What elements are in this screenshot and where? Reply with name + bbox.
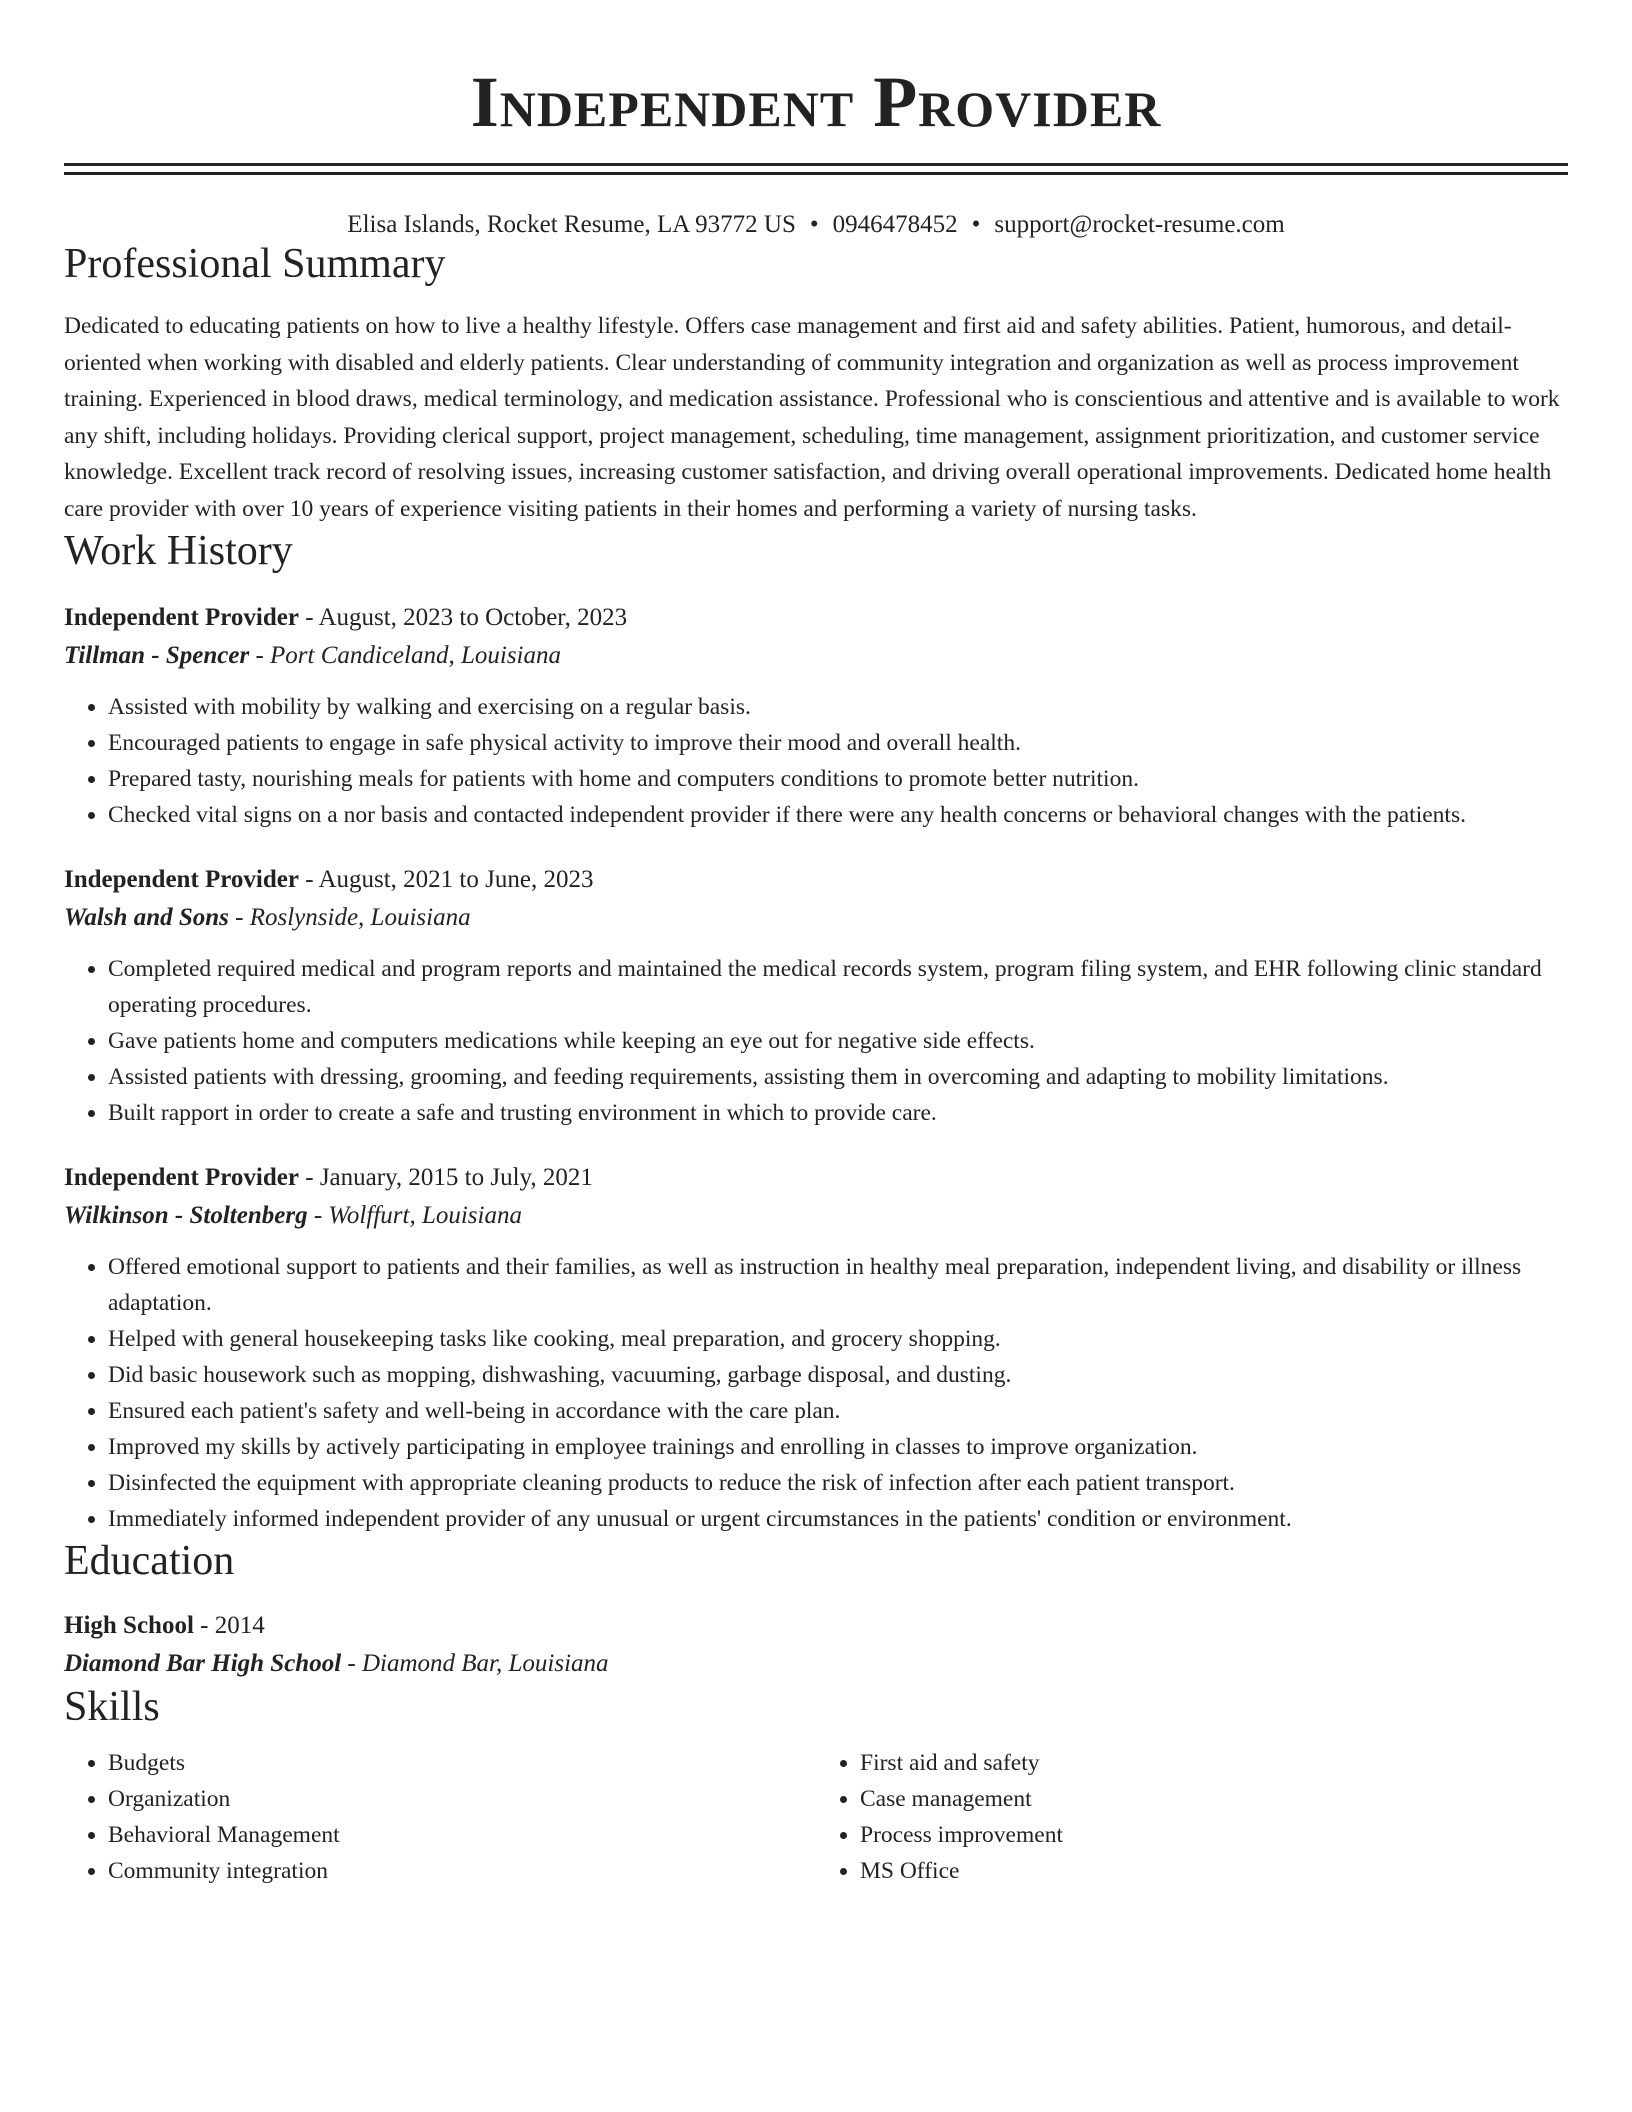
contact-email: support@rocket-resume.com (994, 211, 1285, 238)
job-duty-item: • Assisted patients with dressing, grooming, and feeding requirements, assisting them in overcoming and adapting to mobility limitations. (108, 1059, 1568, 1095)
job-dates: January, 2015 to July, 2021 (319, 1164, 593, 1191)
job-duty-item: • Did basic housework such as mopping, dishwashing, vacuuming, garbage disposal, and dusting. (108, 1357, 1568, 1393)
contact-phone: 0946478452 (832, 211, 958, 238)
work-history-section-title: Work History (64, 528, 293, 574)
job-duty-item: • Helped with general housekeeping tasks like cooking, meal preparation, and grocery shopping. (108, 1321, 1568, 1357)
skill-item: • Organization (108, 1781, 816, 1817)
job-title-line (64, 599, 1568, 637)
job-duty-item: • Disinfected the equipment with appropriate cleaning products to reduce the risk of infection after each patient transport. (108, 1465, 1568, 1501)
summary-section-title: Professional Summary (64, 241, 446, 287)
contact-separator: • (971, 211, 981, 238)
job-title-line (64, 861, 1568, 899)
job-duty-item: • Offered emotional support to patients and their families, as well as instruction in healthy meal preparation, independent living, and disability or illness adaptation. (108, 1249, 1568, 1321)
job-duty-item: • Improved my skills by actively participating in employee trainings and enrolling in classes to improve organization. (108, 1429, 1568, 1465)
job-dates: August, 2021 to June, 2023 (318, 866, 594, 893)
education-entry (64, 1607, 1568, 1683)
skills-section-title: Skills (64, 1684, 160, 1730)
education-dash: - (193, 1612, 215, 1639)
header-rule-top (64, 163, 1568, 166)
job-entry (64, 1159, 1568, 1537)
skill-item: • Process improvement (860, 1817, 1568, 1853)
job-duty-item: • Checked vital signs on a nor basis and contacted independent provider if there were any health concerns or behavioral changes with the patients. (108, 797, 1568, 833)
job-location: Roslynside, Louisiana (249, 904, 471, 931)
job-duties-list (64, 951, 1568, 1131)
education-degree-line (64, 1607, 1568, 1645)
job-duty-item: • Gave patients home and computers medications while keeping an eye out for negative side effects. (108, 1023, 1568, 1059)
job-dash: - (298, 604, 319, 631)
skill-item: • Behavioral Management (108, 1817, 816, 1853)
job-location: Port Candiceland, Louisiana (270, 642, 561, 669)
education-dash: - (341, 1650, 362, 1677)
skill-item: • Community integration (108, 1853, 816, 1889)
job-role: Independent Provider (64, 1164, 299, 1191)
job-title-line (64, 1159, 1568, 1197)
job-dash: - (249, 642, 271, 669)
job-dash: - (298, 866, 319, 893)
education-degree: High School (64, 1612, 194, 1639)
contact-separator: • (809, 211, 819, 238)
skill-item: • First aid and safety (860, 1745, 1568, 1781)
job-duty-item: • Encouraged patients to engage in safe physical activity to improve their mood and overall health. (108, 725, 1568, 761)
education-school: Diamond Bar High School (64, 1650, 342, 1677)
education-school-line (64, 1645, 1568, 1683)
job-dash: - (228, 904, 250, 931)
resume-name-heading: Independent Provider (470, 62, 1162, 142)
job-company-line (64, 899, 1568, 937)
education-location: Diamond Bar, Louisiana (361, 1650, 609, 1677)
skills-list-right (816, 1745, 1568, 1889)
job-duty-item: • Completed required medical and program reports and maintained the medical records system, program filing system, and EHR following clinic standard operating procedures. (108, 951, 1568, 1023)
job-duties-list (64, 689, 1568, 833)
summary-paragraph: Dedicated to educating patients on how to live a healthy lifestyle. Offers case management and first aid and safety abilities. Patient, humorous, and detail-oriented when working with disabled and elderly patients. Clear understanding of community integration and organization as well as process improvement training. Experienced in blood draws, medical terminology, and medication assistance. Professional who is conscientious and attentive and is available to work any shift, including holidays. Providing clerical support, project management, scheduling, time management, assignment prioritization, and customer service knowledge. Excellent track record of resolving issues, increasing customer satisfaction, and driving overall operational improvements. Dedicated home health care provider with over 10 years of experience visiting patients in their homes and performing a variety of nursing tasks. (64, 313, 1560, 522)
job-dash: - (307, 1202, 329, 1229)
job-company: Walsh and Sons (64, 904, 229, 931)
skills-columns (64, 1745, 1568, 1889)
job-entry (64, 861, 1568, 1131)
job-duty-item: • Prepared tasty, nourishing meals for patients with home and computers conditions to promote better nutrition. (108, 761, 1568, 797)
contact-address: Elisa Islands, Rocket Resume, LA 93772 US (347, 211, 796, 238)
job-role: Independent Provider (64, 866, 299, 893)
education-section-title: Education (64, 1538, 235, 1584)
contact-line (64, 210, 1568, 240)
education-year: 2014 (214, 1612, 265, 1639)
skill-item: • MS Office (860, 1853, 1568, 1889)
job-duties-list (64, 1249, 1568, 1537)
job-role: Independent Provider (64, 604, 299, 631)
job-company: Tillman - Spencer (64, 642, 250, 669)
job-company: Wilkinson - Stoltenberg (64, 1202, 308, 1229)
job-dash: - (298, 1164, 320, 1191)
header-rule-bottom (64, 172, 1568, 175)
job-duty-item: • Built rapport in order to create a safe and trusting environment in which to provide care. (108, 1095, 1568, 1131)
job-company-line (64, 637, 1568, 675)
job-duty-item: • Ensured each patient's safety and well-being in accordance with the care plan. (108, 1393, 1568, 1429)
skills-list-left (64, 1745, 816, 1889)
job-duty-item: • Assisted with mobility by walking and exercising on a regular basis. (108, 689, 1568, 725)
job-company-line (64, 1197, 1568, 1235)
header-divider (64, 163, 1568, 175)
job-duty-item: • Immediately informed independent provider of any unusual or urgent circumstances in the patients' condition or environment. (108, 1501, 1568, 1537)
job-dates: August, 2023 to October, 2023 (318, 604, 628, 631)
skill-item: • Case management (860, 1781, 1568, 1817)
job-entry (64, 599, 1568, 833)
job-location: Wolffurt, Louisiana (328, 1202, 522, 1229)
skill-item: • Budgets (108, 1745, 816, 1781)
